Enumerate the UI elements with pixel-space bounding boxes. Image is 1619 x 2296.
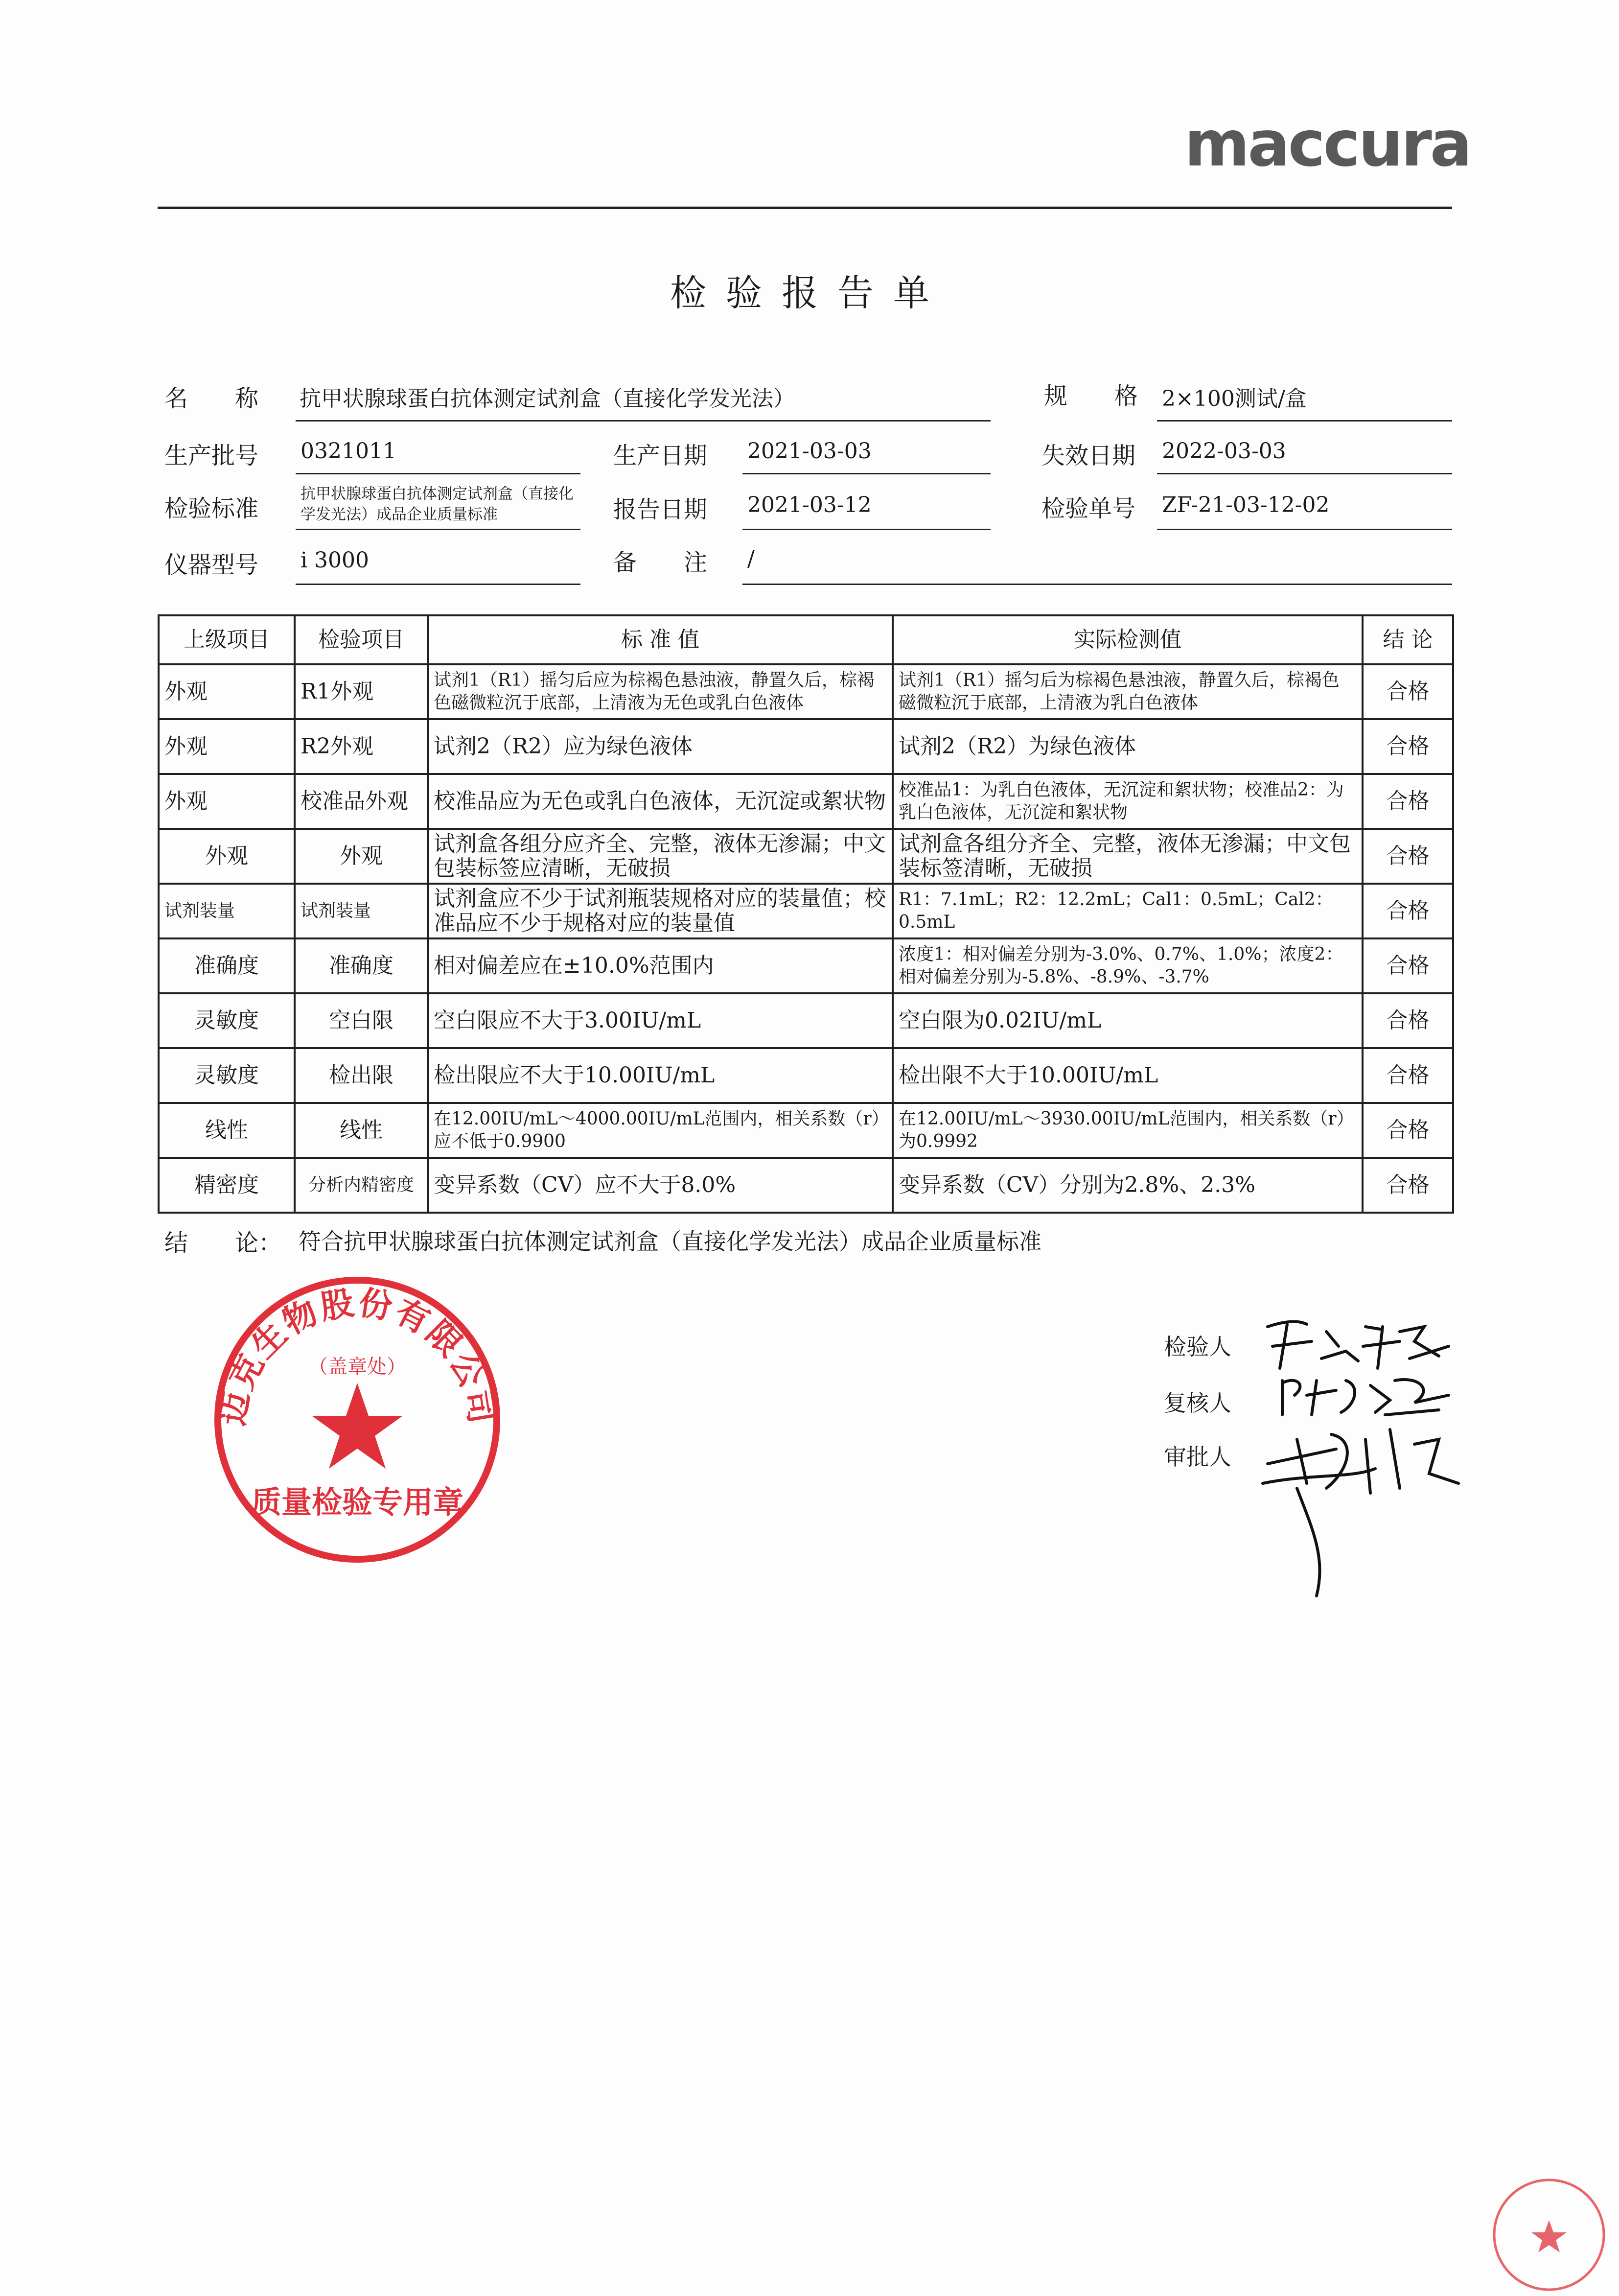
cell-actual: 变异系数（CV）分别为2.8%、2.3% bbox=[893, 1158, 1363, 1213]
prod-date-underline bbox=[742, 473, 991, 474]
report-no-underline bbox=[1157, 529, 1452, 530]
cell-item: 准确度 bbox=[295, 938, 428, 993]
cell-parent: 试剂装量 bbox=[159, 884, 295, 938]
document-title: 检验报告单 bbox=[670, 272, 949, 314]
batch-label: 生产批号 bbox=[164, 442, 259, 469]
spec-label: 规 格 bbox=[1044, 382, 1138, 410]
cell-standard: 试剂2（R2）应为绿色液体 bbox=[428, 719, 893, 774]
cell-item: 校准品外观 bbox=[295, 774, 428, 829]
cell-standard: 检出限应不大于10.00IU/mL bbox=[428, 1048, 893, 1103]
report-date-label: 报告日期 bbox=[613, 496, 708, 523]
inspector-label: 检验人 bbox=[1164, 1334, 1231, 1360]
reviewer-label: 复核人 bbox=[1164, 1390, 1231, 1416]
cell-result: 合格 bbox=[1363, 1158, 1453, 1213]
cell-parent: 外观 bbox=[159, 774, 295, 829]
cell-actual: R1：7.1mL；R2：12.2mL；Cal1：0.5mL；Cal2：0.5mL bbox=[893, 884, 1363, 938]
cell-parent: 外观 bbox=[159, 719, 295, 774]
cell-item: 外观 bbox=[295, 829, 428, 884]
cell-standard: 试剂盒各组分应齐全、完整，液体无渗漏；中文包装标签应清晰，无破损 bbox=[428, 829, 893, 884]
cell-actual: 检出限不大于10.00IU/mL bbox=[893, 1048, 1363, 1103]
table-row bbox=[159, 1048, 1453, 1103]
cell-actual: 试剂1（R1）摇匀后为棕褐色悬浊液，静置久后，棕褐色磁微粒沉于底部，上清液为乳白色液体 bbox=[893, 664, 1363, 719]
cell-standard: 试剂盒应不少于试剂瓶装规格对应的装量值；校准品应不少于规格对应的装量值 bbox=[428, 884, 893, 938]
report-date-underline bbox=[742, 529, 991, 530]
cell-result: 合格 bbox=[1363, 1103, 1453, 1158]
expiry-label: 失效日期 bbox=[1041, 442, 1136, 469]
cell-result: 合格 bbox=[1363, 719, 1453, 774]
instrument-value: i 3000 bbox=[301, 548, 370, 573]
cell-item: 检出限 bbox=[295, 1048, 428, 1103]
header-standard: 标 准 值 bbox=[428, 615, 893, 664]
cell-actual: 试剂2（R2）为绿色液体 bbox=[893, 719, 1363, 774]
name-underline bbox=[296, 420, 991, 422]
cell-item: R1外观 bbox=[295, 664, 428, 719]
cell-item: 线性 bbox=[295, 1103, 428, 1158]
spec-underline bbox=[1157, 420, 1452, 422]
name-label: 名 称 bbox=[164, 385, 259, 412]
table-row bbox=[159, 664, 1453, 719]
company-seal bbox=[210, 1273, 504, 1567]
cell-actual: 浓度1：相对偏差分别为-3.0%、0.7%、1.0%；浓度2：相对偏差分别为-5.8%、-8.9%、-3.7% bbox=[893, 938, 1363, 993]
cell-parent: 准确度 bbox=[159, 938, 295, 993]
cell-standard: 空白限应不大于3.00IU/mL bbox=[428, 993, 893, 1048]
cell-parent: 精密度 bbox=[159, 1158, 295, 1213]
table-row bbox=[159, 829, 1453, 884]
seal-bottom-text: 质量检验专用章 bbox=[251, 1484, 464, 1520]
cell-standard: 校准品应为无色或乳白色液体，无沉淀或絮状物 bbox=[428, 774, 893, 829]
cell-parent: 灵敏度 bbox=[159, 993, 295, 1048]
cell-parent: 外观 bbox=[159, 664, 295, 719]
cell-actual: 试剂盒各组分齐全、完整，液体无渗漏；中文包装标签清晰，无破损 bbox=[893, 829, 1363, 884]
cell-result: 合格 bbox=[1363, 829, 1453, 884]
seal-top-text: （盖章处） bbox=[308, 1356, 406, 1378]
expiry-underline bbox=[1157, 473, 1452, 474]
table-row bbox=[159, 1158, 1453, 1213]
seal-star-icon bbox=[312, 1383, 403, 1469]
table-row bbox=[159, 938, 1453, 993]
cell-standard: 相对偏差应在±10.0%范围内 bbox=[428, 938, 893, 993]
header-rule bbox=[158, 207, 1452, 209]
standard-underline bbox=[296, 529, 580, 530]
cell-standard: 在12.00IU/mL～4000.00IU/mL范围内，相关系数（r）应不低于0.9900 bbox=[428, 1103, 893, 1158]
standard-label: 检验标准 bbox=[164, 495, 259, 522]
header-test-item: 检验项目 bbox=[295, 615, 428, 664]
cell-item: R2外观 bbox=[295, 719, 428, 774]
cell-standard: 变异系数（CV）应不大于8.0% bbox=[428, 1158, 893, 1213]
cell-result: 合格 bbox=[1363, 884, 1453, 938]
cell-actual: 校准品1：为乳白色液体，无沉淀和絮状物；校准品2：为乳白色液体，无沉淀和絮状物 bbox=[893, 774, 1363, 829]
remark-label: 备 注 bbox=[613, 549, 708, 576]
report-no-value: ZF-21-03-12-02 bbox=[1162, 492, 1330, 517]
cell-standard: 试剂1（R1）摇匀后应为棕褐色悬浊液，静置久后，棕褐色磁微粒沉于底部，上清液为无色或乳白色液体 bbox=[428, 664, 893, 719]
cell-parent: 外观 bbox=[159, 829, 295, 884]
cell-parent: 灵敏度 bbox=[159, 1048, 295, 1103]
name-value: 抗甲状腺球蛋白抗体测定试剂盒（直接化学发光法） bbox=[300, 386, 795, 411]
remark-underline bbox=[742, 584, 1452, 585]
cell-result: 合格 bbox=[1363, 664, 1453, 719]
header-result: 结 论 bbox=[1363, 615, 1453, 664]
corner-seal bbox=[1488, 2174, 1610, 2296]
batch-underline bbox=[296, 473, 580, 474]
approver-label: 审批人 bbox=[1164, 1444, 1231, 1470]
table-header-row bbox=[159, 615, 1453, 664]
report-no-label: 检验单号 bbox=[1041, 495, 1136, 522]
cell-actual: 在12.00IU/mL～3930.00IU/mL范围内，相关系数（r）为0.9992 bbox=[893, 1103, 1363, 1158]
cell-result: 合格 bbox=[1363, 993, 1453, 1048]
seal-company-name: 迈克生物股份有限公司 bbox=[213, 1283, 502, 1429]
spec-value: 2×100测试/盒 bbox=[1162, 386, 1307, 411]
batch-value: 0321011 bbox=[301, 439, 396, 464]
approver-signature bbox=[1253, 1410, 1463, 1606]
instrument-label: 仪器型号 bbox=[164, 551, 259, 579]
table-row bbox=[159, 1103, 1453, 1158]
cell-result: 合格 bbox=[1363, 1048, 1453, 1103]
table-row bbox=[159, 774, 1453, 829]
header-parent-item: 上级项目 bbox=[159, 615, 295, 664]
table-row bbox=[159, 719, 1453, 774]
table-row bbox=[159, 884, 1453, 938]
standard-value: 抗甲状腺球蛋白抗体测定试剂盒（直接化学发光法）成品企业质量标准 bbox=[301, 485, 574, 523]
conclusion-label: 结 论： bbox=[164, 1229, 282, 1257]
cell-item: 空白限 bbox=[295, 993, 428, 1048]
prod-date-value: 2021-03-03 bbox=[747, 439, 872, 464]
corner-seal-star-icon bbox=[1531, 2220, 1567, 2252]
remark-value: / bbox=[747, 546, 755, 571]
conclusion-text: 符合抗甲状腺球蛋白抗体测定试剂盒（直接化学发光法）成品企业质量标准 bbox=[299, 1228, 1041, 1255]
table-row bbox=[159, 993, 1453, 1048]
instrument-underline bbox=[296, 584, 580, 585]
cell-item: 分析内精密度 bbox=[295, 1158, 428, 1213]
report-date-value: 2021-03-12 bbox=[747, 492, 872, 517]
cell-item: 试剂装量 bbox=[295, 884, 428, 938]
cell-result: 合格 bbox=[1363, 774, 1453, 829]
results-table bbox=[158, 614, 1454, 1214]
cell-result: 合格 bbox=[1363, 938, 1453, 993]
cell-actual: 空白限为0.02IU/mL bbox=[893, 993, 1363, 1048]
prod-date-label: 生产日期 bbox=[613, 442, 708, 469]
cell-parent: 线性 bbox=[159, 1103, 295, 1158]
expiry-value: 2022-03-03 bbox=[1162, 439, 1286, 464]
header-actual: 实际检测值 bbox=[893, 615, 1363, 664]
brand-logo: maccura bbox=[1184, 108, 1471, 181]
